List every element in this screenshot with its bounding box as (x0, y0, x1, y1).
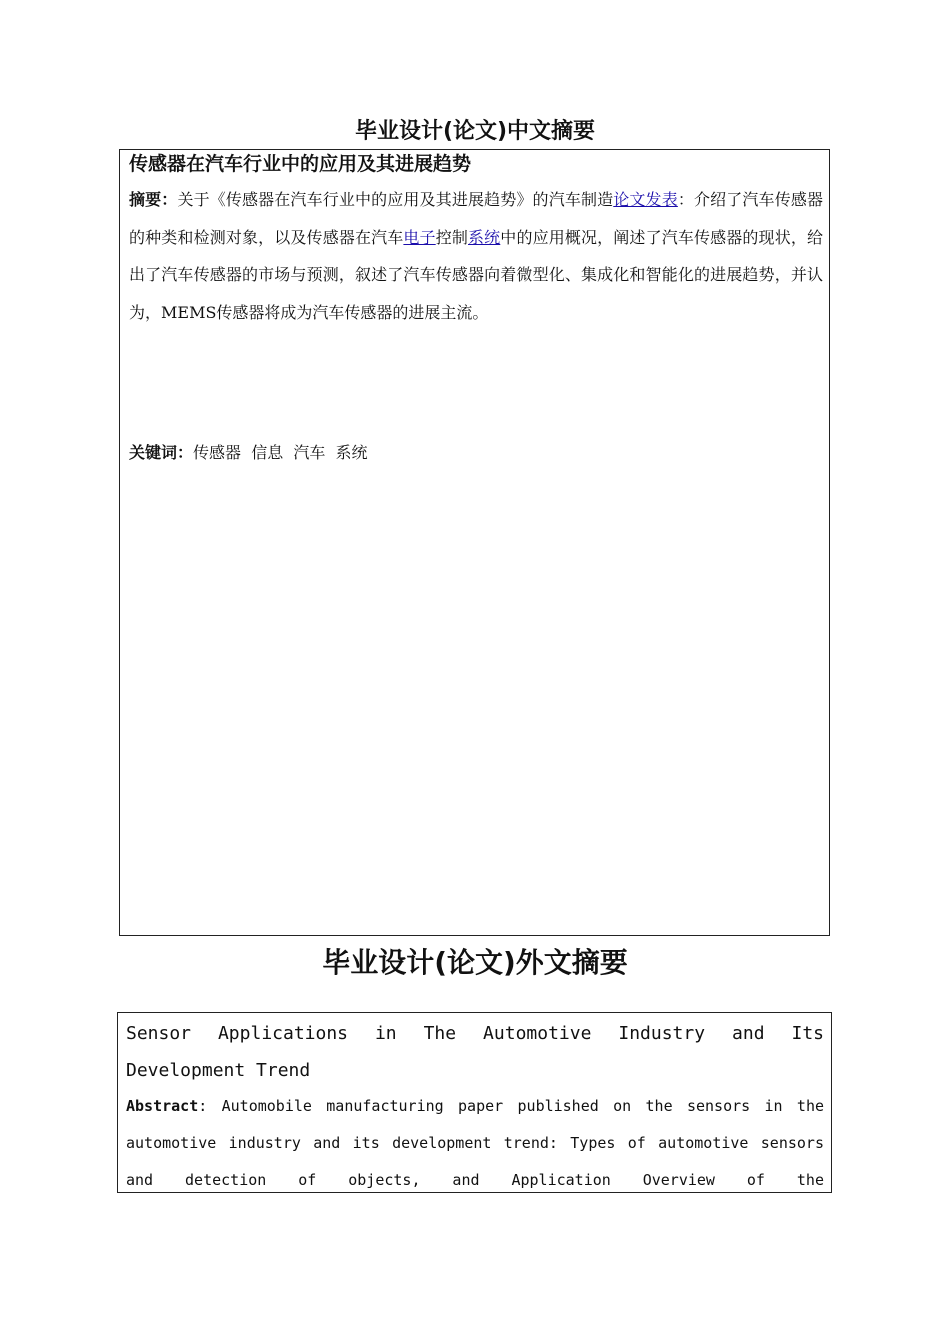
cn-abstract-box (119, 149, 830, 936)
en-title-line-2: Development Trend (126, 1060, 311, 1081)
en-abstract-heading: 毕业设计(论文)外文摘要 (322, 946, 628, 979)
cn-abstract-heading: 毕业设计(论文)中文摘要 (354, 119, 596, 144)
cn-abstract-label: 摘要： (129, 190, 178, 209)
cn-abstract-text-3: 控制 (435, 227, 468, 247)
link-paper-publish[interactable]: 论文发表 (613, 190, 678, 209)
en-paper-title (126, 1015, 824, 1089)
cn-abstract-body (129, 181, 823, 331)
cn-keywords-label: 关键词： (129, 443, 194, 462)
cn-keywords (129, 434, 368, 471)
cn-abstract-text-4: 中的应用概况，阐述了汽车传感器的现状，给出了汽车传感器的市场与预测，叙述了汽车传感器向着微型化、集成化和智能化的进展趋势，并认为，MEMS传感器将成为汽车传感器的进展主流。 (129, 227, 823, 322)
cn-abstract-text-1: 关于《传感器在汽车行业中的应用及其进展趋势》的汽车制造 (177, 190, 614, 209)
en-abstract-body (126, 1088, 824, 1193)
en-abstract-label: Abstract (126, 1097, 199, 1115)
en-abstract-box (117, 1012, 832, 1193)
link-system[interactable]: 系统 (468, 227, 501, 247)
en-title-line-1: Sensor Applications in The Automotive Industry and Its (126, 1023, 824, 1044)
en-abstract-text: : Automobile manufacturing paper published on the sensors in the automotive industry and its development trend: Types of automotive sensors and detection of objects, and Application Overview of the (126, 1097, 824, 1189)
cn-abstract-text-2: ：介绍了汽车传感器的种类和检测对象，以及传感器在汽车 (129, 190, 823, 247)
cn-paper-title: 传感器在汽车行业中的应用及其进展趋势 (129, 153, 472, 175)
cn-keywords-list: 传感器 信息 汽车 系统 (193, 443, 368, 462)
link-electronics[interactable]: 电子 (403, 227, 436, 247)
